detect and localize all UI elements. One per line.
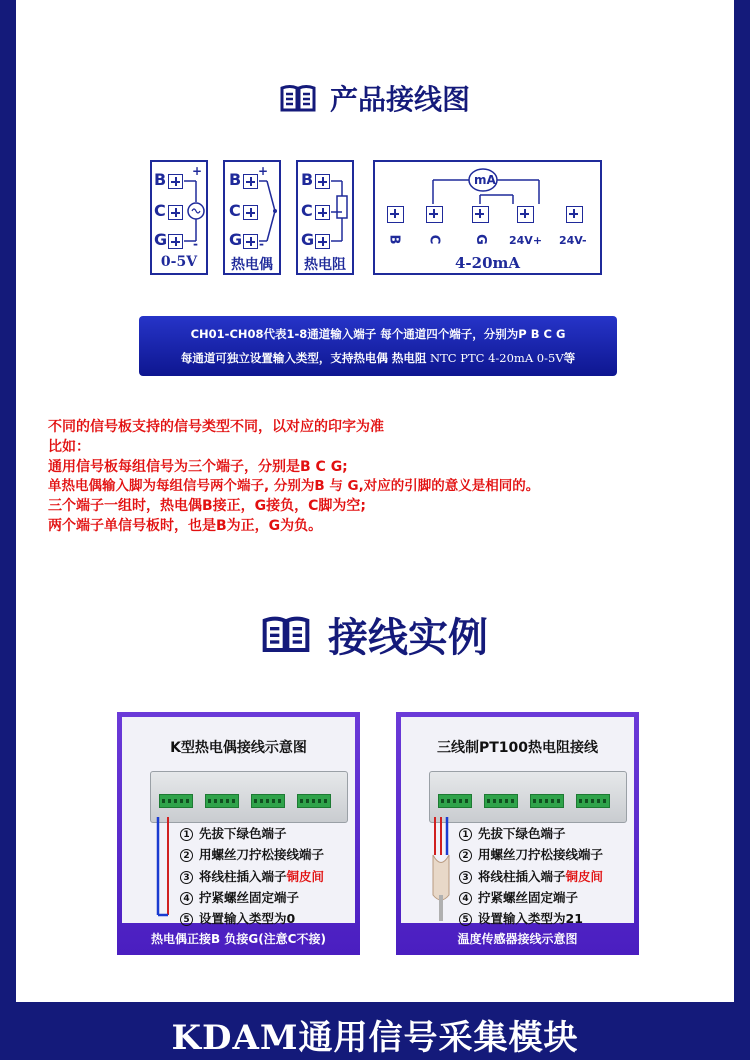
book-icon xyxy=(280,83,316,113)
step-item: 3 将线柱插入端子铜皮间 xyxy=(459,866,603,887)
steps-list xyxy=(459,823,603,929)
card-body xyxy=(122,717,355,927)
step-item: 2 用螺丝刀拧松接线端子 xyxy=(459,844,603,865)
thermocouple-wires xyxy=(144,815,184,925)
meter-label: mA xyxy=(474,173,496,187)
terminal-c-label: C xyxy=(229,201,241,220)
step-item: 5 设置输入类型为0 xyxy=(180,908,324,929)
banner-line-1: CH01-CH08代表1-8通道输入端子 每个通道四个端子，分别为P B C G xyxy=(190,327,566,341)
pt100-wires xyxy=(423,815,463,925)
terminal-c-label: C xyxy=(301,201,313,220)
step-item: 5 设置输入类型为21 xyxy=(459,908,603,929)
note-line: 比如： xyxy=(48,438,90,455)
plus-sign: + xyxy=(258,164,269,178)
note-line: 通用信号板每组信号为三个端子，分别是B C G; xyxy=(48,458,348,475)
step-item: 4 拧紧螺丝固定端子 xyxy=(459,887,603,908)
example-card-thermocouple xyxy=(117,712,360,955)
minus-sign: - xyxy=(193,237,198,251)
terminal-b-label: B xyxy=(229,170,242,189)
terminal-g-label: G xyxy=(154,230,168,249)
terminal-24v-minus-label: 24V- xyxy=(559,234,587,247)
terminal-b-label: B xyxy=(154,170,167,189)
product-title: KDAM通用信号采集模块 xyxy=(171,1018,579,1058)
terminal-g-label: G xyxy=(301,230,315,249)
banner-line-2: 每通道可独立设置输入类型，支持热电偶 热电阻 NTC PTC 4-20mA 0-5V等 xyxy=(180,351,576,365)
current-loop-wiring-box xyxy=(373,160,602,275)
note-line: 不同的信号板支持的信号类型不同，以对应的印字为准 xyxy=(48,419,384,435)
step-item: 3 将线柱插入端子铜皮间 xyxy=(180,866,324,887)
rtd-caption: 热电阻 xyxy=(304,257,346,273)
section-title-wiring xyxy=(0,78,750,118)
thermocouple-wiring-box xyxy=(223,160,281,275)
terminal-screw xyxy=(472,206,489,223)
step-item: 2 用螺丝刀拧松接线端子 xyxy=(180,844,324,865)
card-title: K型热电偶接线示意图 xyxy=(170,740,307,756)
voltage-wiring-box xyxy=(150,160,208,275)
note-line: 两个端子单信号板时，也是B为正，G为负。 xyxy=(48,517,323,534)
rtd-wiring-box xyxy=(296,160,354,275)
minus-sign: - xyxy=(259,237,264,251)
terminal-screw xyxy=(387,206,404,223)
terminal-screw xyxy=(517,206,534,223)
book-icon xyxy=(262,614,310,654)
step-item: 1 先拔下绿色端子 xyxy=(459,823,603,844)
terminal-b-label: B xyxy=(386,234,402,245)
terminal-24v-plus-label: 24V+ xyxy=(509,234,543,247)
card-title: 三线制PT100热电阻接线 xyxy=(436,740,599,756)
example-card-pt100 xyxy=(396,712,639,955)
section-title-examples xyxy=(0,608,750,660)
card-footer: 温度传感器接线示意图 xyxy=(457,932,578,946)
voltage-caption: 0-5V xyxy=(160,254,198,270)
terminal-g-label: G xyxy=(229,230,243,249)
card-footer: 热电偶正接B 负接G(注意C不接) xyxy=(151,932,326,946)
terminal-g-label: G xyxy=(472,234,488,245)
section-title-text: 接线实例 xyxy=(328,614,488,661)
card-body xyxy=(401,717,634,927)
thermocouple-caption: 热电偶 xyxy=(231,257,273,273)
current-loop-caption: 4-20mA xyxy=(454,254,521,272)
section-title-text: 产品接线图 xyxy=(329,83,470,116)
terminal-b-label: B xyxy=(301,170,314,189)
terminal-c-label: C xyxy=(154,201,166,220)
terminal-screw xyxy=(566,206,583,223)
note-line: 三个端子一组时，热电偶B接正，G接负，C脚为空; xyxy=(48,498,367,515)
note-line: 单热电偶输入脚为每组信号两个端子, 分别为B 与 G,对应的引脚的意义是相同的。 xyxy=(48,478,540,495)
step-item: 4 拧紧螺丝固定端子 xyxy=(180,887,324,908)
signal-notes xyxy=(48,418,728,537)
plus-sign: + xyxy=(192,164,203,178)
terminal-c-label: C xyxy=(426,234,442,245)
channel-info-banner xyxy=(139,316,617,376)
steps-list xyxy=(180,823,324,929)
terminal-screw xyxy=(426,206,443,223)
step-item: 1 先拔下绿色端子 xyxy=(180,823,324,844)
